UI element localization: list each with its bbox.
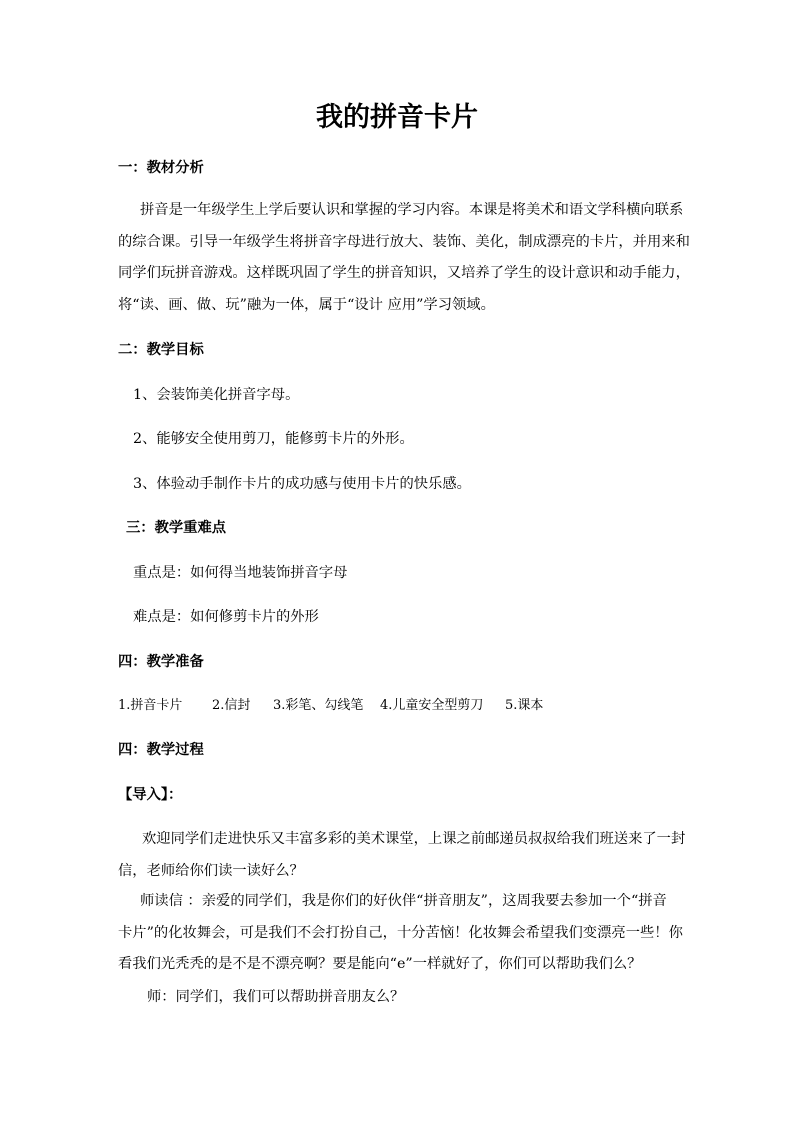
section-heading-teaching-goals: 二：教学目标 [118,342,204,358]
paragraph-line: 师读信 ：亲爱的同学们，我是你们的好伙伴“拼音朋友”，这周我要去参加一个“拼音 [140,893,667,909]
paragraph-line: 拼音是一年级学生上学后要认识和掌握的学习内容。本课是将美术和语文学科横向联系 [140,202,684,218]
document-title: 我的拼音卡片 [316,102,478,133]
intro-subheading: 【导入】： [118,787,183,803]
section-heading-key-difficult-points: 三：教学重难点 [126,520,227,536]
paragraph-line: 同学们玩拼音游戏。这样既巩固了学生的拼音知识，又培养了学生的设计意识和动手能力， [118,265,690,281]
paragraph-line: 卡片”的化妆舞会，可是我们不会打扮自己，十分苦恼！化妆舞会希望我们变漂亮一些！你 [118,924,683,941]
intro-paragraph [118,824,686,887]
paragraph-line: 的综合课。引导一年级学生将拼音字母进行放大、装饰、美化，制成漂亮的卡片，并用来和 [118,233,690,250]
textbook-analysis-paragraph [118,195,690,321]
paragraph-line: 信，老师给你们读一读好么？ [118,862,304,879]
section-heading-teaching-process: 四：教学过程 [118,742,204,758]
goal-item: 2、能够安全使用剪刀，能修剪卡片的外形。 [133,431,414,447]
material-item: 5.课本 [505,698,544,713]
material-item: 4.儿童安全型剪刀 [380,698,484,713]
goal-item: 1、会装饰美化拼音字母。 [133,387,300,403]
section-heading-teaching-preparation: 四：教学准备 [118,654,204,670]
material-item: 3.彩笔、勾线笔 [273,698,364,713]
goal-item: 3、体验动手制作卡片的成功感与使用卡片的快乐感。 [133,476,471,492]
paragraph-line: 欢迎同学们走进快乐又丰富多彩的美术课堂，上课之前邮递员叔叔给我们班送来了一封 [142,831,686,847]
paragraph-line: 看我们光秃秃的是不是不漂亮啊？要是能向“e”一样就好了，你们可以帮助我们么？ [118,956,642,972]
letter-paragraph [118,886,683,981]
material-item: 2.信封 [212,698,251,713]
section-heading-textbook-analysis: 一：教材分析 [118,160,204,176]
teacher-question: 师：同学们，我们可以帮助拼音朋友么？ [147,989,405,1005]
difficult-point: 难点是：如何修剪卡片的外形 [133,609,319,625]
key-point: 重点是：如何得当地装饰拼音字母 [133,565,348,581]
paragraph-line: 将“读、画、做、玩”融为一体，属于“设计 应用”学习领域。 [118,296,495,313]
material-item: 1.拼音卡片 [118,698,183,713]
materials-list [118,696,543,716]
